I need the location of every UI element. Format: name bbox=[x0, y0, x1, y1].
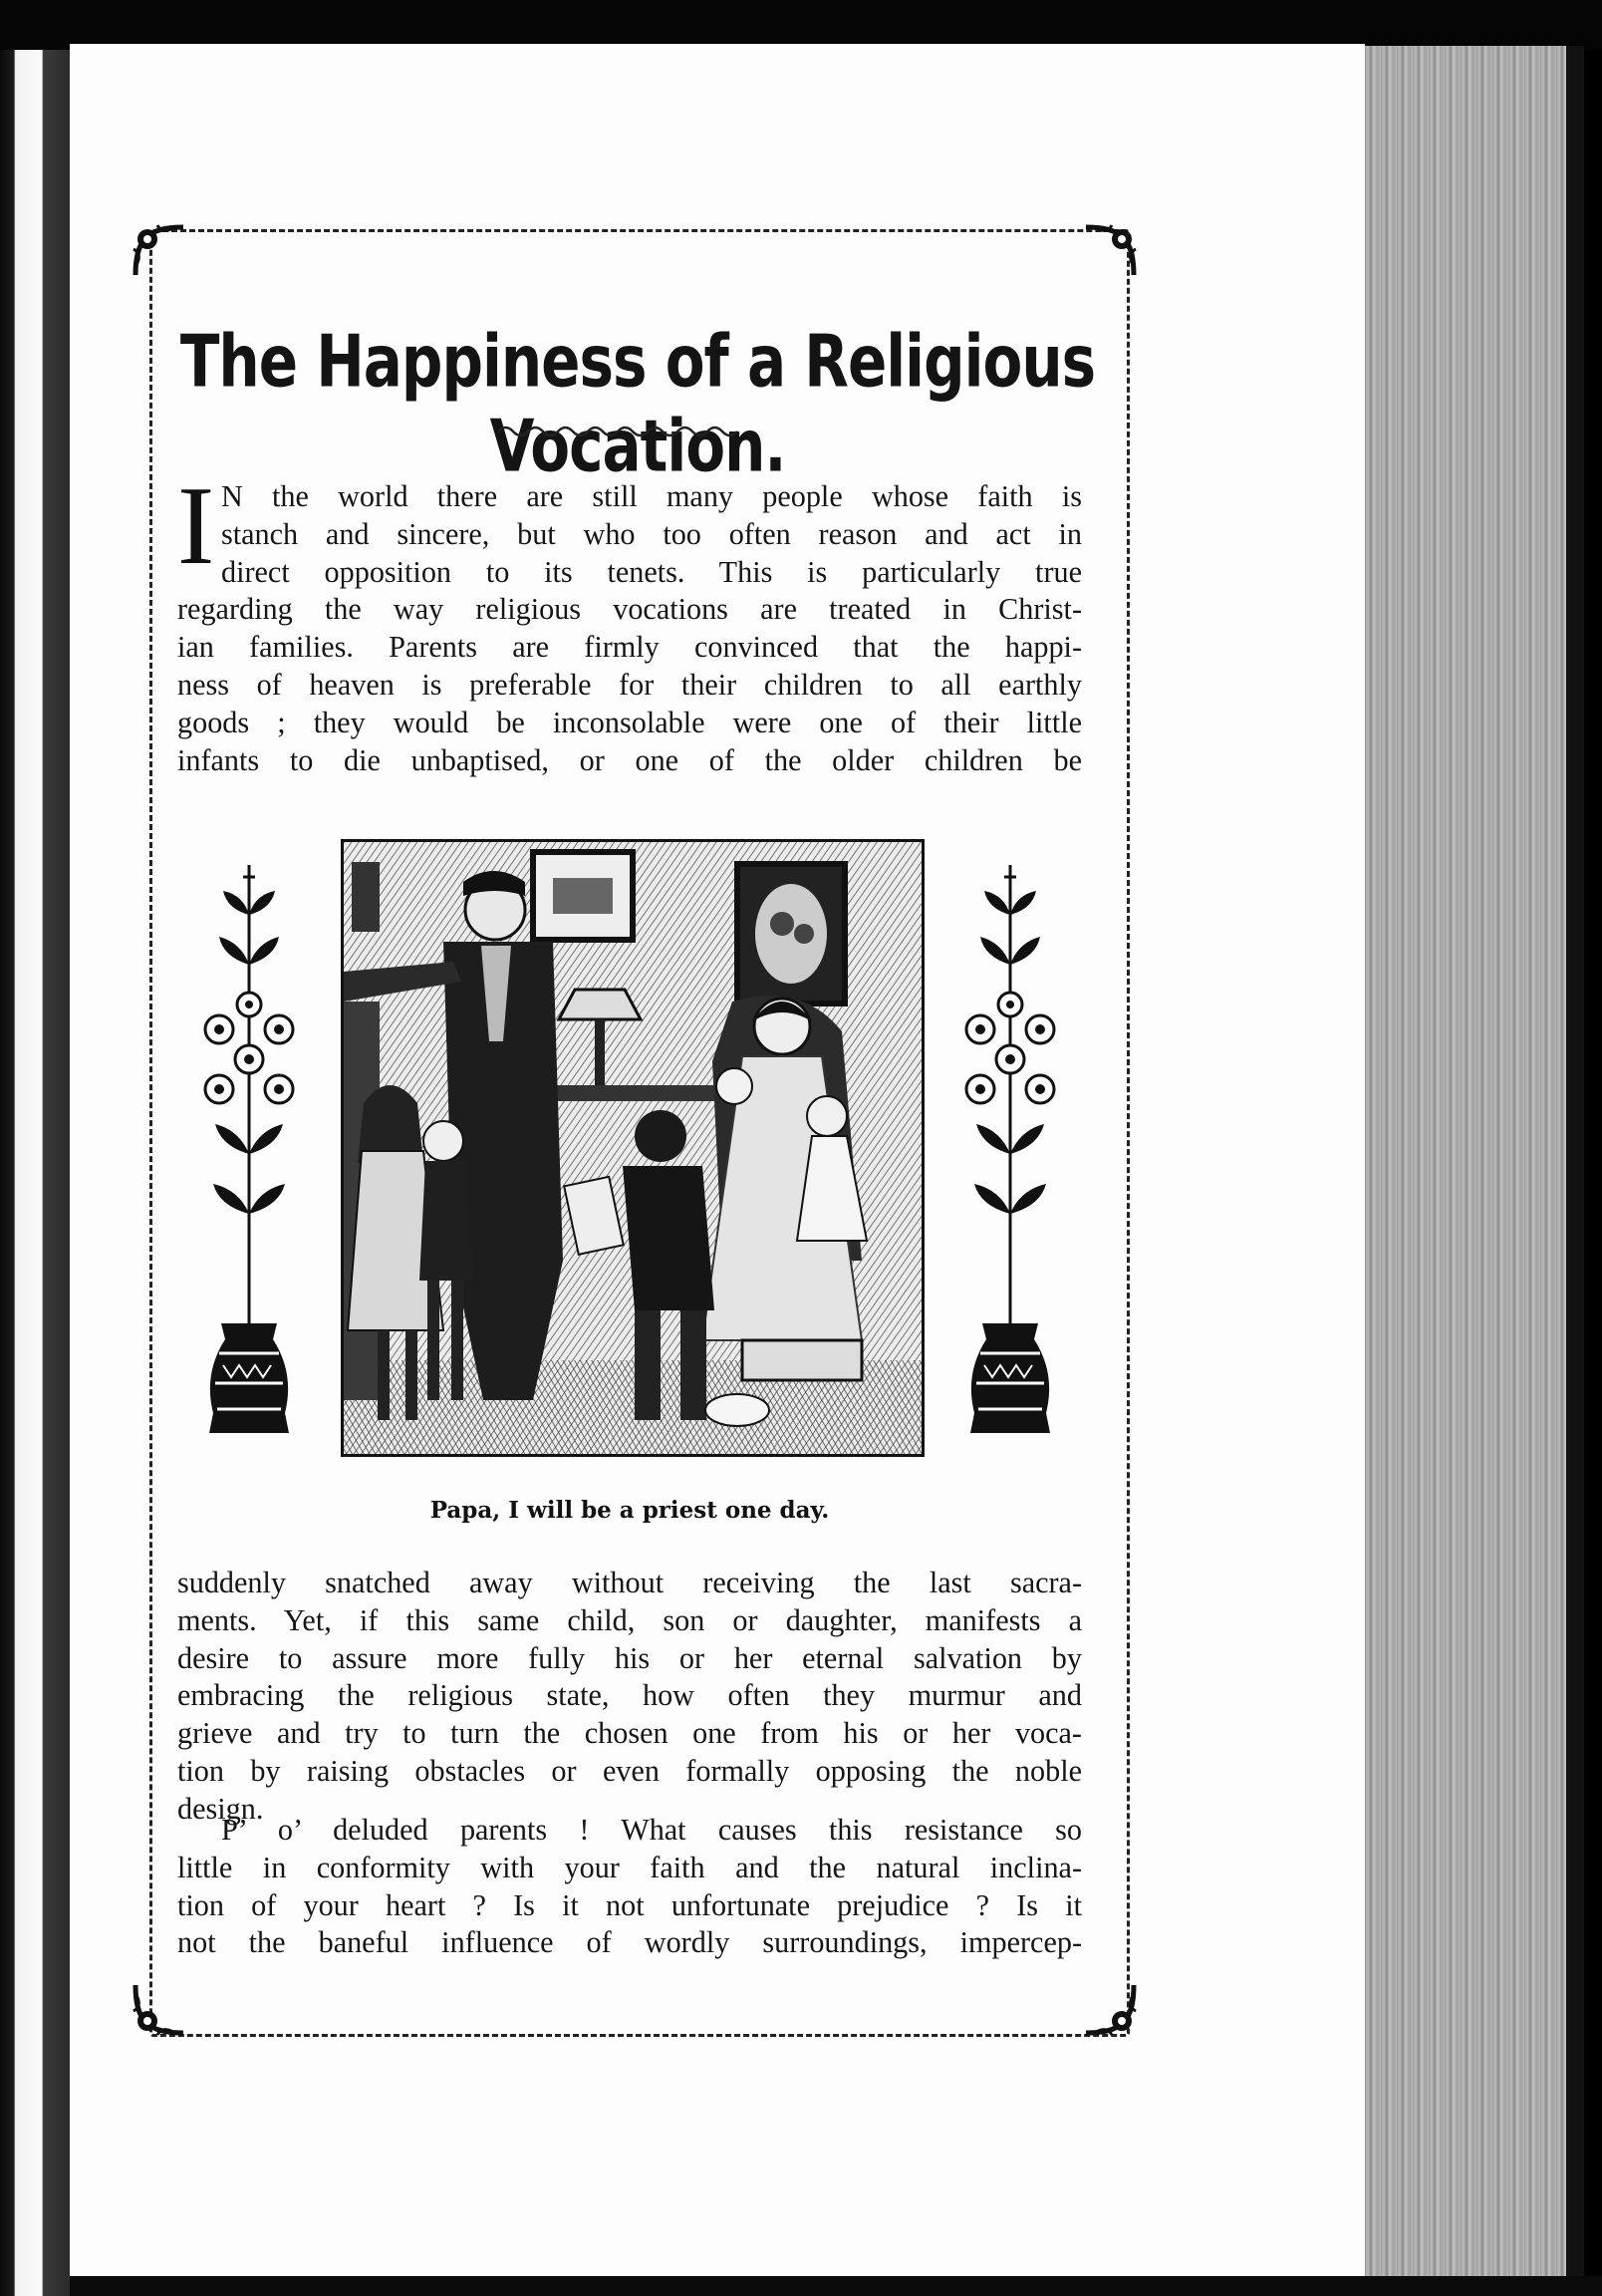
text-line: little in conformity with your faith and the natural inclina- bbox=[177, 1850, 1082, 1884]
scan-bottom-border bbox=[70, 2276, 1602, 2296]
text-line: infants to die unbaptised, or one of the older children be bbox=[177, 742, 1082, 777]
illustration-caption: Papa, I will be a priest one day. bbox=[429, 1497, 830, 1524]
text-line: regarding the way religious vocations are treated in Christ- bbox=[177, 592, 1082, 627]
paragraph-2 bbox=[177, 1565, 1082, 1829]
text-line: suddenly snatched away without receiving the last sacra- bbox=[177, 1566, 1082, 1599]
text-line: goods ; they would be inconsolable were one of their little bbox=[177, 705, 1082, 739]
text-line: P’ o’ deluded parents ! What causes this resistance so bbox=[221, 1813, 1082, 1847]
corner-ornament-icon bbox=[1078, 219, 1142, 283]
text-line: stanch and sincere, but who too often reason and act in bbox=[221, 516, 1082, 551]
corner-ornament-icon bbox=[128, 219, 191, 283]
corner-ornament-icon bbox=[1078, 1977, 1142, 2041]
text-line: design. bbox=[177, 1791, 264, 1826]
text-line: direct opposition to its tenets. This is particularly true bbox=[221, 554, 1082, 589]
text-line: N the world there are still many people whose faith is bbox=[221, 479, 1082, 513]
text-line: embracing the religious state, how often they murmur and bbox=[177, 1678, 1082, 1713]
text-line: tion of your heart ? Is it not unfortunate prejudice ? Is it bbox=[177, 1887, 1082, 1922]
text-line: ments. Yet, if this same child, son or daughter, manifests a bbox=[177, 1602, 1082, 1637]
title-divider-icon bbox=[498, 423, 737, 440]
page-title: The Happiness of a Religious Vocation. bbox=[179, 319, 1096, 488]
text-line: ian families. Parents are firmly convinced that the happi- bbox=[177, 630, 1082, 665]
left-page-edge bbox=[0, 50, 70, 2296]
paragraph-1 bbox=[177, 464, 1082, 779]
text-line: desire to assure more fully his or her eternal salvation by bbox=[177, 1640, 1082, 1675]
text-line: grieve and try to turn the chosen one from his or her voca- bbox=[177, 1716, 1082, 1751]
vase-ornament-icon bbox=[950, 855, 1070, 1453]
scan-top-border bbox=[0, 0, 1602, 50]
engraving-family-scene-icon bbox=[341, 839, 925, 1457]
drop-cap: I bbox=[177, 464, 215, 588]
text-line: ness of heaven is preferable for their children to all earthly bbox=[177, 667, 1082, 702]
paragraph-3 bbox=[177, 1812, 1082, 1962]
page-stack-edge bbox=[1365, 46, 1584, 2278]
text-line: tion by raising obstacles or even formally opposing the noble bbox=[177, 1753, 1082, 1788]
corner-ornament-icon bbox=[128, 1977, 191, 2041]
text-line: not the baneful influence of wordly surroundings, impercep- bbox=[177, 1925, 1082, 1960]
vase-ornament-icon bbox=[189, 855, 309, 1453]
